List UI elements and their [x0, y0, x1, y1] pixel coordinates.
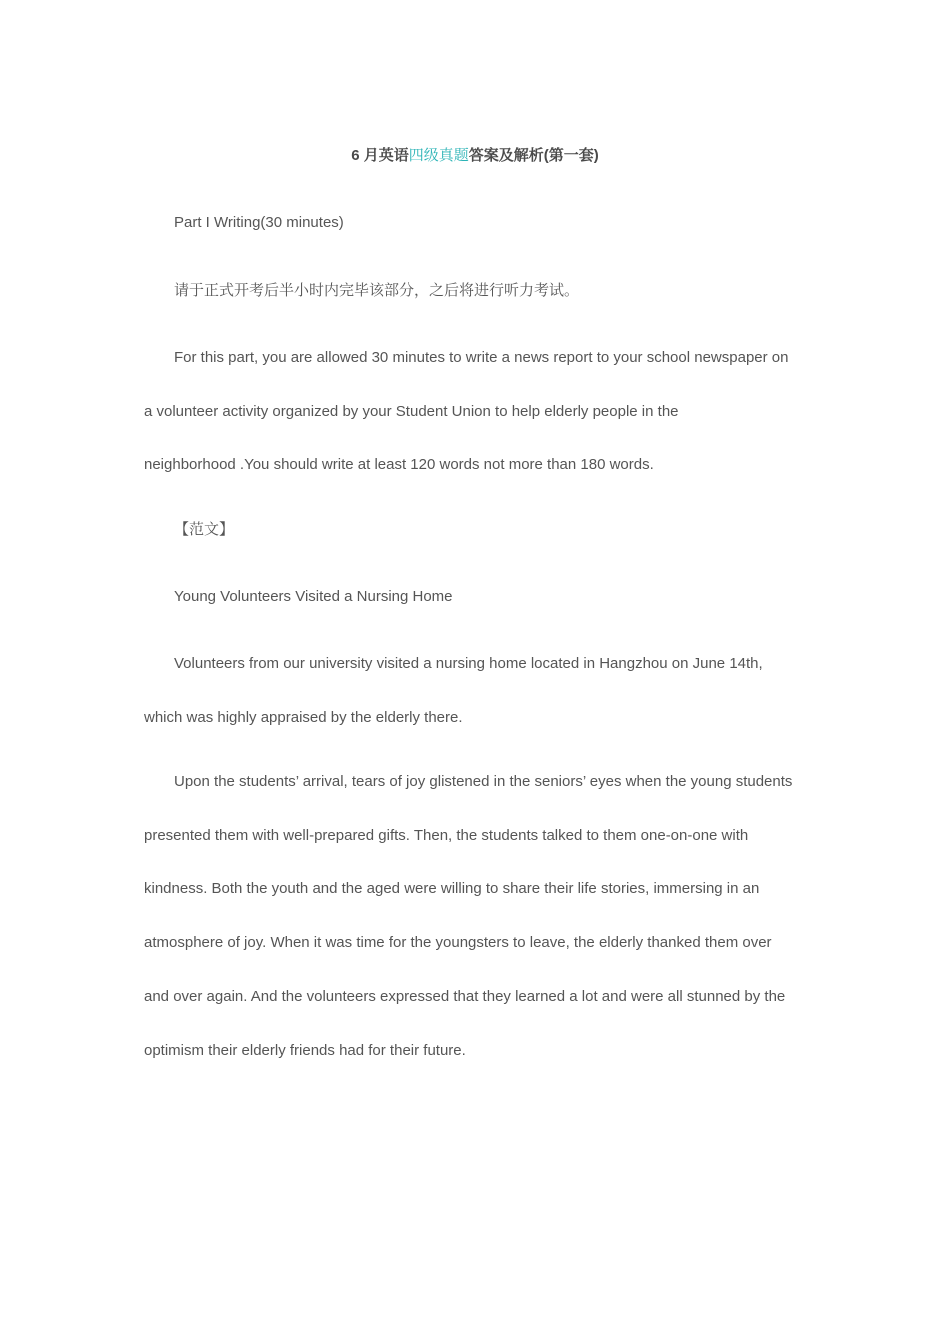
- title-prefix: 6 月英语: [351, 147, 409, 164]
- page-title: [0, 145, 950, 167]
- paragraph-2-line-2: presented them with well-prepared gifts. Then, the students talked to them one-on-one with: [144, 827, 749, 844]
- prompt-line-2: a volunteer activity organized by your Student Union to help elderly people in the: [144, 403, 679, 420]
- essay-title: Young Volunteers Visited a Nursing Home: [174, 588, 453, 605]
- prompt-line-1: For this part, you are allowed 30 minutes to write a news report to your school newspaper on: [174, 349, 789, 366]
- paragraph-1-line-1: Volunteers from our university visited a nursing home located in Hangzhou on June 14th,: [174, 655, 763, 672]
- prompt-line-3: neighborhood .You should write at least 120 words not more than 180 words.: [144, 456, 654, 473]
- sample-label: 【范文】: [174, 521, 235, 538]
- title-suffix: 答案及解析(第一套): [468, 147, 599, 164]
- paragraph-2-line-3: kindness. Both the youth and the aged were willing to share their life stories, immersing in an: [144, 880, 760, 897]
- instruction-text: 请于正式开考后半小时内完毕该部分，之后将进行听力考试。: [174, 282, 580, 299]
- title-link[interactable]: 四级真题: [408, 147, 469, 164]
- paragraph-2-line-6: optimism their elderly friends had for their future.: [144, 1042, 466, 1059]
- paragraph-2-line-5: and over again. And the volunteers expressed that they learned a lot and were all stunned by the: [144, 988, 786, 1005]
- paragraph-2-line-4: atmosphere of joy. When it was time for the youngsters to leave, the elderly thanked them over: [144, 934, 772, 951]
- section-heading: Part I Writing(30 minutes): [174, 214, 344, 231]
- paragraph-1-line-2: which was highly appraised by the elderly there.: [144, 709, 463, 726]
- paragraph-2-line-1: Upon the students’ arrival, tears of joy glistened in the seniors’ eyes when the young students: [174, 773, 793, 790]
